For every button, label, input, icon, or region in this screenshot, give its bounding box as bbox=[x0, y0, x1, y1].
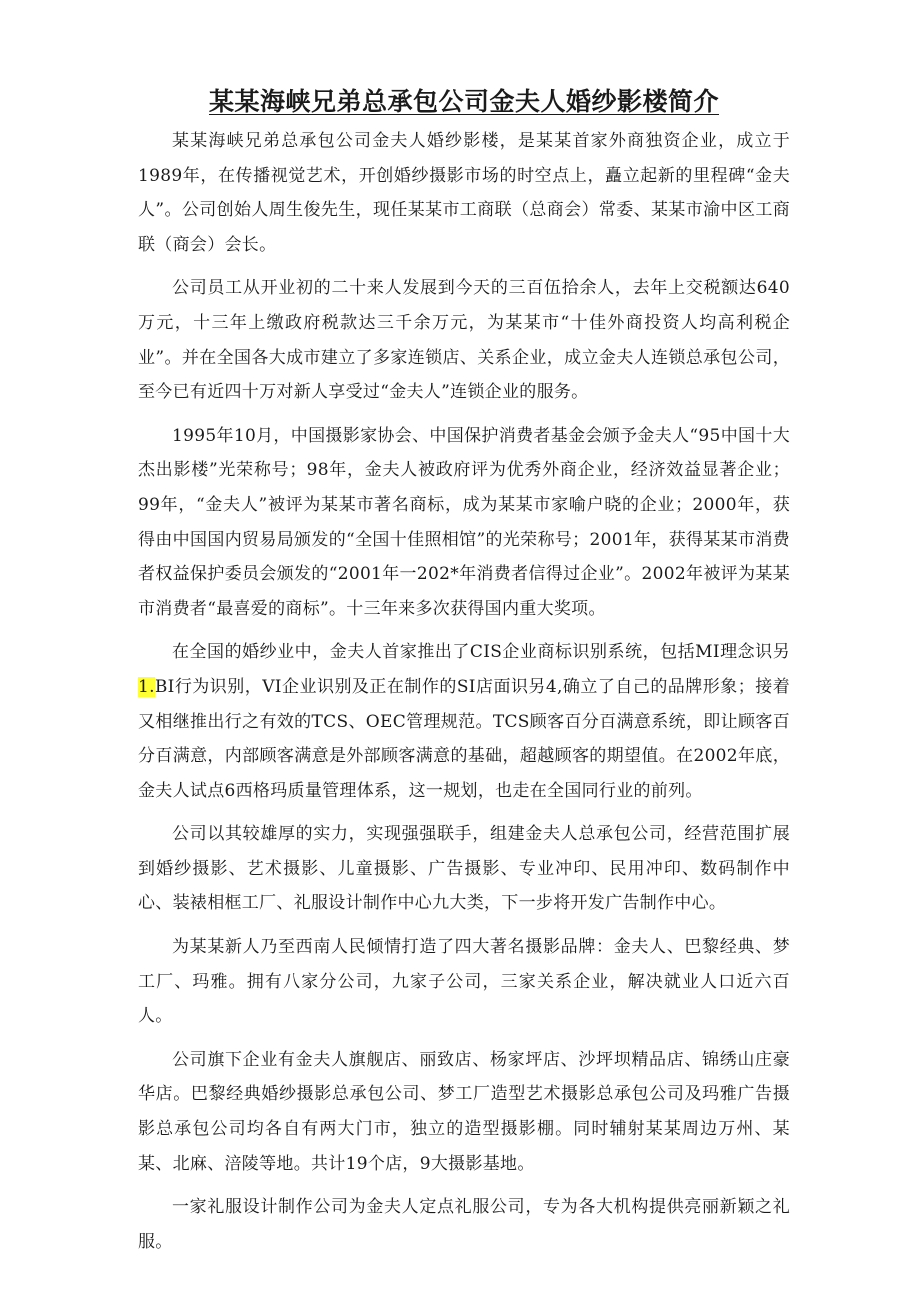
paragraph-stores: 公司旗下企业有金夫人旗舰店、丽致店、杨家坪店、沙坪坝精品店、锦绣山庄豪华店。巴黎经典婚纱摄影总承包公司、梦工厂造型艺术摄影总承包公司及玛雅广告摄影总承包公司均各自有两大门市，独立的造型摄影棚。同时辅射某某周边万州、某某、北麻、涪陵等地。共计19个店，9大摄影基地。 bbox=[138, 1049, 790, 1174]
document-page bbox=[138, 84, 790, 1268]
paragraph-cis bbox=[138, 635, 790, 808]
paragraph-awards: 1995年10月，中国摄影家协会、中国保护消费者基金会颁予金夫人“95中国十大杰出影楼”光荣称号；98年，金夫人被政府评为优秀外商企业，经济效益显著企业；99年，“金夫人”被评为某某市著名商标，成为某某市家喻户晓的企业；2000年，获得由中国国内贸易局颁发的“全国十佳照相馆”的光荣称号；2001年，获得某某市消费者权益保护委员会颁发的“2001年一202*年消费者信得过企业”。2002年被评为某某市消费者“最喜爱的商标”。十三年来多次获得国内重大奖项。 bbox=[138, 425, 790, 619]
highlighted-text: 1. bbox=[138, 676, 155, 697]
paragraph-intro: 某某海峡兄弟总承包公司金夫人婚纱影楼，是某某首家外商独资企业，成立于1989年，在传播视觉艺术，开创婚纱摄影市场的时空点上，矗立起新的里程碑“金夫人”。公司创始人周生俊先生，现任某某市工商联（总商会）常委、某某市渝中区工商联（商会）会长。 bbox=[138, 131, 790, 255]
paragraph-staff: 公司员工从开业初的二十来人发展到今天的三百伍拾余人，去年上交税额达640万元，十三年上缴政府税款达三千余万元，为某某市“十佳外商投资人均高利税企业”。并在全国各大成市建立了多家连锁店、关系企业，成立金夫人连锁总承包公司，至今已有近四十万对新人享受过“金夫人”连锁企业的服务。 bbox=[138, 278, 790, 403]
document-title: 某某海峡兄弟总承包公司金夫人婚纱影楼简介 bbox=[208, 87, 719, 116]
cis-text-after: BI行为识别，VI企业识别及正在制作的SI店面识另4,确立了自己的品牌形象；接着又相继推出行之有效的TCS、OEC管理规范。TCS顾客百分百满意系统，即让顾客百分百满意，内部顾客满意是外部顾客满意的基础，超越顾客的期望值。在2002年底，金夫人试点6西格玛质量管理体系，这一规划，也走在全国同行业的前列。 bbox=[138, 676, 790, 801]
paragraph-business-scope: 公司以其较雄厚的实力，实现强强联手，组建金夫人总承包公司，经营范围扩展到婚纱摄影、艺术摄影、儿童摄影、广告摄影、专业冲印、民用冲印、数码制作中心、装裱相框工厂、礼服设计制作中心九大类，下一步将开发广告制作中心。 bbox=[138, 824, 790, 914]
cis-text-before: 在全国的婚纱业中，金夫人首家推出了CIS企业商标识别系统，包括MI理念识另 bbox=[172, 642, 790, 663]
paragraph-dress-company: 一家礼服设计制作公司为金夫人定点礼服公司，专为各大机构提供亮丽新颖之礼服。 bbox=[138, 1197, 790, 1252]
paragraph-brands: 为某某新人乃至西南人民倾情打造了四大著名摄影品牌：金夫人、巴黎经典、梦工厂、玛雅。拥有八家分公司，九家子公司，三家关系企业，解决就业人口近六百人。 bbox=[138, 937, 790, 1027]
